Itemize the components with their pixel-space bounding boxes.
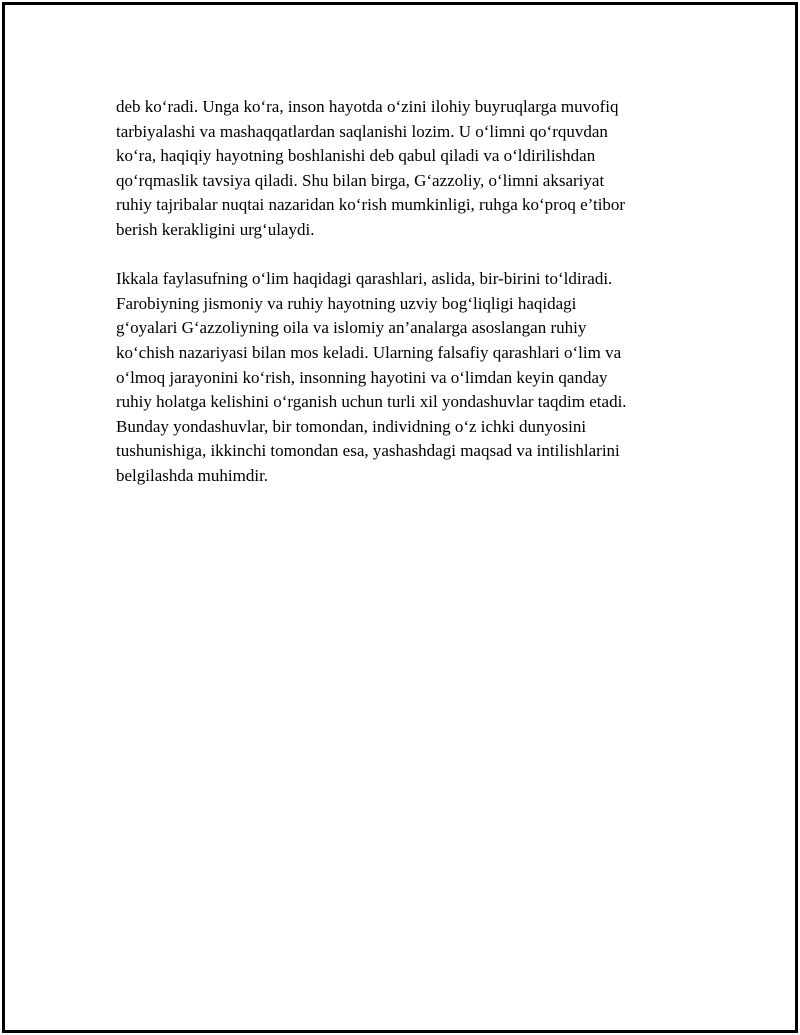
text-line: belgilashda muhimdir. bbox=[116, 465, 269, 485]
text-line: berish kerakligini urg‘ulaydi. bbox=[116, 219, 315, 239]
text-line: qo‘rqmaslik tavsiya qiladi. Shu bilan birga, G‘azzoliy, o‘limni aksariyat bbox=[116, 170, 605, 190]
paragraph-2 bbox=[116, 267, 676, 488]
text-line: ko‘chish nazariyasi bilan mos keladi. Ularning falsafiy qarashlari o‘lim va bbox=[116, 342, 622, 362]
document-body bbox=[116, 95, 676, 489]
text-line: ruhiy holatga kelishini o‘rganish uchun turli xil yondashuvlar taqdim etadi. bbox=[116, 392, 627, 412]
text-line: Bunday yondashuvlar, bir tomondan, individning o‘z ichki dunyosini bbox=[116, 416, 587, 436]
paragraph-1 bbox=[116, 95, 676, 243]
text-line: o‘lmoq jarayonini ko‘rish, insonning hayotini va o‘limdan keyin qanday bbox=[116, 367, 608, 387]
text-line: tarbiyalashi va mashaqqatlardan saqlanishi lozim. U o‘limni qo‘rquvdan bbox=[116, 121, 608, 141]
text-line: deb ko‘radi. Unga ko‘ra, inson hayotda o‘zini ilohiy buyruqlarga muvofiq bbox=[116, 97, 619, 116]
text-line: Ikkala faylasufning o‘lim haqidagi qarashlari, aslida, bir-birini to‘ldiradi. bbox=[116, 269, 613, 289]
text-line: tushunishiga, ikkinchi tomondan esa, yashashdagi maqsad va intilishlarini bbox=[116, 441, 620, 461]
text-line: ko‘ra, haqiqiy hayotning boshlanishi deb qabul qiladi va o‘ldirilishdan bbox=[116, 146, 596, 166]
text-line: ruhiy tajribalar nuqtai nazaridan ko‘rish mumkinligi, ruhga ko‘proq e’tibor bbox=[116, 195, 626, 215]
text-line: Farobiyning jismoniy va ruhiy hayotning uzviy bog‘liqligi haqidagi bbox=[116, 293, 577, 313]
text-line: g‘oyalari G‘azzoliyning oila va islomiy an’analarga asoslangan ruhiy bbox=[116, 318, 587, 338]
